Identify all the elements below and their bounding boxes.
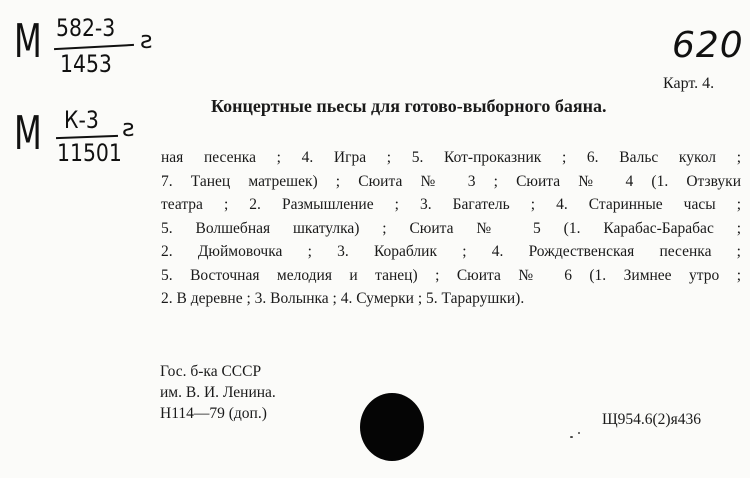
punch-hole: [360, 393, 424, 461]
sheet-number: 620: [672, 25, 744, 66]
shelf-mark-denominator: 1453: [60, 50, 112, 78]
contents-line: 7. Танец матрешек) ; Сюита № 3 ; Сюита № 4 (1. Отзвуки: [161, 172, 741, 190]
shelf-mark-suffix: ƨ: [122, 114, 135, 142]
shelf-mark-numerator: К-3: [64, 106, 99, 134]
library-stamp-line: Гос. б-ка СССР: [160, 363, 262, 380]
shelf-mark-letter: М: [14, 14, 42, 68]
card-label: Карт. 4.: [663, 75, 715, 92]
library-stamp-line: Н114—79 (доп.): [160, 405, 267, 422]
library-stamp: [160, 361, 276, 424]
shelf-mark-letter: М: [14, 106, 42, 160]
shelf-mark-denominator: 11501: [57, 139, 122, 167]
contents-line: 5. Волшебная шкатулка) ; Сюита № 5 (1. Карабас-Барабас ;: [161, 219, 741, 237]
contents-line: 5. Восточная мелодия и танец) ; Сюита № 6 (1. Зимнее утро ;: [161, 266, 741, 284]
card-title: Концертные пьесы для готово-выборного баяна.: [211, 96, 607, 116]
contents-text: [161, 146, 741, 311]
contents-line: ная песенка ; 4. Игра ; 5. Кот-проказник ; 6. Вальс кукол ;: [161, 149, 741, 166]
speck: [570, 436, 573, 438]
contents-line: театра ; 2. Размышление ; 3. Багатель ; 4. Старинные часы ;: [161, 196, 741, 213]
contents-line: 2. Дюймовочка ; 3. Кораблик ; 4. Рождественская песенка ;: [161, 243, 741, 260]
shelf-mark-numerator: 582-3: [56, 14, 116, 42]
contents-line: 2. В деревне ; 3. Волынка ; 4. Сумерки ; 5. Тарарушки).: [161, 290, 525, 307]
speck: [578, 432, 580, 434]
shelf-mark-suffix: ƨ: [140, 26, 153, 54]
library-stamp-line: им. В. И. Ленина.: [160, 384, 276, 401]
classification-index: Щ954.6(2)я436: [602, 411, 701, 428]
